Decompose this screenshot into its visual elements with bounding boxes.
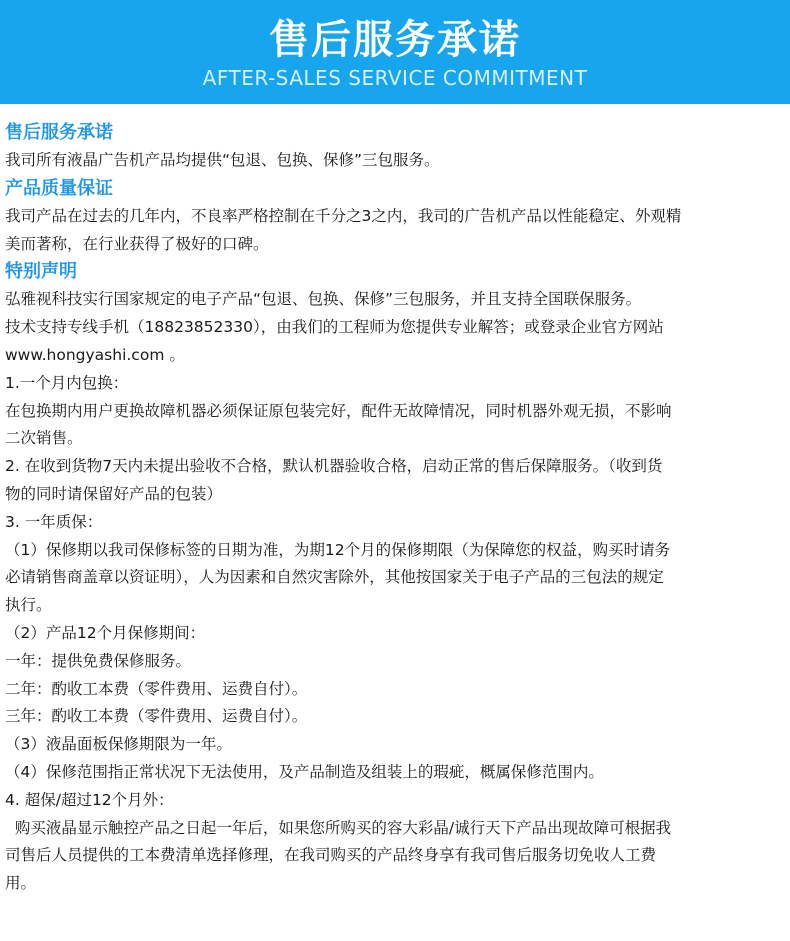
text-line: 执行。 <box>5 596 52 615</box>
text-line: 二年：酌收工本费（零件费用、运费自付）。 <box>5 679 308 698</box>
text-line: 必请销售商盖章以资证明），人为因素和自然灾害除外，其他按国家关于电子产品的三包法的规定 <box>5 568 664 587</box>
text-line: （4）保修范围指正常状况下无法使用，及产品制造及组装上的瑕疵，概属保修范围内。 <box>5 762 604 781</box>
text-line: 购买液晶显示触控产品之日起一年后，如果您所购买的容大彩晶/诚行天下产品出现故障可根据我 <box>5 818 672 837</box>
text-line: 弘雅视科技实行国家规定的电子产品“包退、包换、保修”三包服务，并且支持全国联保服务。 <box>5 290 642 309</box>
text-line: （3）液晶面板保修期限为一年。 <box>5 735 232 754</box>
heading-quality-guarantee: 产品质量保证 <box>5 177 113 199</box>
text-line: 我司产品在过去的几年内，不良率严格控制在千分之3之内，我司的广告机产品以性能稳定、外观精 <box>5 206 682 225</box>
text-line: 2. 在收到货物7天内未提出验收不合格，默认机器验收合格，启动正常的售后保障服务。（收到货 <box>5 457 663 476</box>
text-line: 在包换期内用户更换故障机器必须保证原包装完好，配件无故障情况，同时机器外观无损，不影响 <box>5 401 672 420</box>
text-line: （1）保修期以我司保修标签的日期为准，为期12个月的保修期限（为保障您的权益，购买时请务 <box>5 540 671 559</box>
text-line: 4. 超保/超过12个月外： <box>5 790 174 809</box>
text-line: 三年：酌收工本费（零件费用、运费自付）。 <box>5 707 308 726</box>
website-line: www.hongyashi.com 。 <box>5 345 185 364</box>
header-banner <box>0 0 790 104</box>
text-line: 1.一个月内包换： <box>5 373 129 392</box>
text-line: 用。 <box>5 874 37 893</box>
heading-special-statement: 特别声明 <box>5 261 77 283</box>
page-title: 售后服务承诺 <box>269 17 521 63</box>
text-line: （2）产品12个月保修期间： <box>5 623 206 642</box>
text-line: 3. 一年质保： <box>5 512 103 531</box>
page-subtitle: AFTER-SALES SERVICE COMMITMENT <box>202 66 588 90</box>
heading-after-sales: 售后服务承诺 <box>5 122 113 143</box>
text-line: 一年：提供免费保修服务。 <box>5 651 192 670</box>
text-line: 技术支持专线手机（18823852330），由我们的工程师为您提供专业解答；或登录企业官方网站 <box>5 318 664 337</box>
text-line: 二次销售。 <box>5 429 83 448</box>
text-line: 我司所有液晶广告机产品均提供“包退、包换、保修”三包服务。 <box>5 151 440 169</box>
text-line: 司售后人员提供的工本费清单选择修理，在我司购买的产品终身享有我司售后服务切免收人工费 <box>5 846 657 865</box>
text-line: 物的同时请保留好产品的包装） <box>5 484 223 503</box>
content-area <box>0 104 790 898</box>
text-line: 美而著称，在行业获得了极好的口碑。 <box>5 234 269 253</box>
